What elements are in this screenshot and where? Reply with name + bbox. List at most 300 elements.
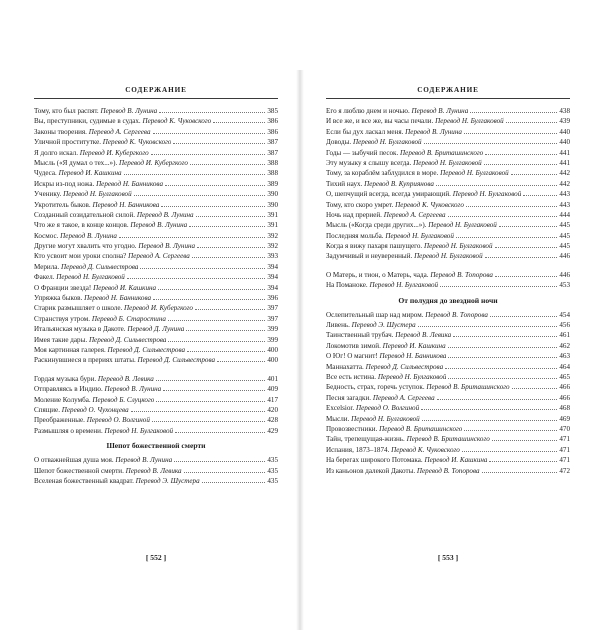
section-title: От полудня до звездной ночи bbox=[398, 295, 498, 305]
dot-leader bbox=[213, 116, 265, 123]
page-ref: 386 bbox=[267, 127, 278, 136]
page-ref: 400 bbox=[267, 345, 278, 354]
page-ref: 464 bbox=[559, 362, 570, 371]
poem-title: Я долго искал. bbox=[34, 148, 78, 157]
toc-entry bbox=[34, 262, 278, 272]
toc-entry bbox=[326, 241, 570, 251]
translator-credit: Перевод В. Левика bbox=[97, 374, 154, 383]
poem-title: Шепот божественной смерти. bbox=[34, 466, 124, 475]
toc-entry bbox=[34, 241, 278, 251]
dot-leader bbox=[195, 303, 265, 310]
translator-credit: Перевод Н. Булгаковой bbox=[104, 426, 174, 435]
translator-credit: Перевод К. Чуковского bbox=[395, 200, 464, 209]
poem-title: Тайн, трепещущая-жизнь. bbox=[326, 435, 405, 444]
poem-title: Тому, за кораблём заблудился в море. bbox=[326, 169, 439, 178]
toc-entry bbox=[326, 310, 570, 320]
translator-credit: Перевод И. Кубергкого bbox=[79, 148, 149, 157]
poem-title: Что же я такое, в конце концов. bbox=[34, 221, 129, 230]
poem-title: Старик размышляет о школе. bbox=[34, 304, 123, 313]
page-ref: 454 bbox=[559, 310, 570, 319]
page-ref: 453 bbox=[559, 281, 570, 290]
toc-entry-text bbox=[326, 434, 490, 444]
dot-leader bbox=[440, 280, 557, 287]
dot-leader bbox=[187, 345, 265, 352]
page-ref: 445 bbox=[559, 231, 570, 240]
poem-title: Ослепительный шар над миром. bbox=[326, 310, 424, 319]
toc-entry-text bbox=[326, 179, 434, 189]
toc-entry-text bbox=[34, 127, 151, 137]
dot-leader bbox=[189, 220, 265, 227]
toc-entry bbox=[326, 351, 570, 361]
translator-credit: Перевод А. Сергеева bbox=[383, 210, 446, 219]
toc-entry bbox=[34, 272, 278, 282]
translator-credit: Перевод Н. Булгаковой bbox=[414, 252, 483, 261]
translator-credit: Перевод Н. Булгаковой bbox=[428, 221, 497, 230]
toc-entry-text bbox=[34, 455, 172, 465]
toc-entry-text bbox=[326, 280, 438, 290]
page-ref: 471 bbox=[559, 445, 570, 454]
toc-entry-text bbox=[326, 231, 454, 241]
group-gap bbox=[326, 262, 570, 270]
translator-credit: Перевод В. Лунина bbox=[411, 107, 469, 115]
toc-entry bbox=[34, 179, 278, 189]
toc-entry-text bbox=[326, 106, 468, 116]
toc-list bbox=[326, 310, 570, 476]
dot-leader bbox=[124, 168, 266, 175]
toc-entry-text bbox=[34, 415, 150, 425]
toc-entry-text bbox=[326, 445, 460, 455]
running-head: СОДЕРЖАНИЕ bbox=[417, 86, 479, 94]
dot-leader bbox=[445, 362, 557, 369]
toc-entry-text bbox=[326, 241, 493, 251]
toc-entry bbox=[326, 466, 570, 476]
poem-title: Когда я вижу пахаря пашущего. bbox=[326, 242, 423, 251]
page-ref: 394 bbox=[267, 283, 278, 292]
toc-entry bbox=[326, 220, 570, 230]
toc-entry-text bbox=[326, 372, 446, 382]
toc-entry-text bbox=[326, 310, 488, 320]
translator-credit: Перевод И. Кубергкого bbox=[124, 304, 193, 313]
poem-title: О, шепчущий всегда, всегда умирающий. bbox=[326, 190, 451, 199]
toc-entry bbox=[326, 414, 570, 424]
toc-entry bbox=[34, 231, 278, 241]
poem-title: Маннахатта. bbox=[326, 362, 364, 371]
page-ref: 443 bbox=[559, 190, 570, 199]
page-ref: 391 bbox=[267, 210, 278, 219]
page-ref: 446 bbox=[559, 252, 570, 261]
page-ref: 428 bbox=[267, 416, 278, 425]
poem-title: Моя картинная галерея. bbox=[34, 345, 106, 354]
dot-leader bbox=[490, 310, 557, 317]
poem-title: О Юг! О магнит! bbox=[326, 352, 378, 361]
toc-entry-text bbox=[326, 466, 480, 476]
dot-leader bbox=[464, 127, 557, 134]
toc-entry bbox=[326, 270, 570, 280]
page-ref: 399 bbox=[267, 325, 278, 334]
page-ref: 472 bbox=[559, 466, 570, 475]
toc-entry bbox=[326, 393, 570, 403]
translator-credit: Перевод Э. Шустера bbox=[135, 476, 200, 485]
poem-title: На берегах широкого Потомака. bbox=[326, 456, 423, 465]
dot-leader bbox=[512, 382, 558, 389]
poem-title: Его я люблю днем и ночью. bbox=[326, 107, 410, 115]
toc-entry-text bbox=[34, 283, 156, 293]
poem-title: Песня загадки. bbox=[326, 393, 372, 402]
dot-leader bbox=[506, 116, 558, 123]
toc-entry bbox=[326, 231, 570, 241]
toc-entry-text bbox=[34, 116, 211, 126]
dot-leader bbox=[448, 372, 557, 379]
page-ref: 388 bbox=[267, 169, 278, 178]
page-number: [ 553 ] bbox=[437, 553, 459, 562]
translator-credit: Перевод В. Бриташинского bbox=[426, 383, 510, 392]
toc-entry-text bbox=[326, 116, 504, 126]
toc-entry bbox=[34, 283, 278, 293]
header-rule bbox=[326, 98, 570, 99]
poem-title: Раскинувшиеся в прериях штаты. bbox=[34, 356, 136, 365]
translator-credit: Перевод В. Левика bbox=[125, 466, 182, 475]
page-ref: 470 bbox=[559, 424, 570, 433]
page-ref: 471 bbox=[559, 435, 570, 444]
translator-credit: Перевод Д. Сильвестрова bbox=[365, 362, 444, 371]
page-ref: 462 bbox=[559, 341, 570, 350]
poem-title: Тихий наух. bbox=[326, 179, 363, 188]
toc-entry-text bbox=[34, 272, 125, 282]
toc-entry bbox=[34, 355, 278, 365]
page-ref: 461 bbox=[559, 331, 570, 340]
toc-list bbox=[326, 270, 570, 291]
translator-credit: Перевод В. Лунина bbox=[405, 127, 462, 136]
toc-entry bbox=[326, 320, 570, 330]
translator-credit: Перевод И. Кубергкого bbox=[119, 158, 188, 167]
translator-credit: Перевод В. Лунина bbox=[115, 456, 173, 465]
translator-credit: Перевод В. Левика bbox=[395, 331, 452, 340]
poem-title: Чудеса. bbox=[34, 169, 57, 178]
page-ref: 392 bbox=[267, 242, 278, 251]
poem-title: Ученику. bbox=[34, 190, 62, 199]
poem-title: Мысли. bbox=[326, 414, 350, 423]
translator-credit: Перевод В. Лунина bbox=[104, 385, 162, 394]
dot-leader bbox=[156, 395, 265, 402]
translator-credit: Перевод В. Бриташинского bbox=[379, 424, 463, 433]
page-ref: 393 bbox=[267, 252, 278, 261]
page-ref: 440 bbox=[559, 138, 570, 147]
toc-entry bbox=[34, 374, 278, 384]
toc-entry bbox=[326, 210, 570, 220]
toc-entry bbox=[34, 116, 278, 126]
page-ref: 397 bbox=[267, 314, 278, 323]
translator-credit: Перевод Н. Булгаковой bbox=[423, 242, 493, 251]
translator-credit: Перевод А. Сергеева bbox=[372, 393, 435, 402]
page-ref: 435 bbox=[267, 456, 278, 465]
page-ref: 435 bbox=[267, 466, 278, 475]
toc-entry bbox=[34, 210, 278, 220]
toc-entry-text bbox=[34, 384, 161, 394]
left-page bbox=[34, 86, 278, 486]
toc-entry-text bbox=[34, 168, 122, 178]
translator-credit: Перевод Н. Булгаковой bbox=[435, 117, 504, 126]
toc-entry bbox=[34, 314, 278, 324]
poem-title: Испания, 1873–1874. bbox=[326, 445, 390, 454]
page-ref: 388 bbox=[267, 158, 278, 167]
dot-leader bbox=[158, 283, 265, 290]
translator-credit: Перевод В. Лунина bbox=[138, 242, 196, 251]
dot-leader bbox=[492, 434, 558, 441]
dot-leader bbox=[161, 200, 265, 207]
toc-entry-text bbox=[326, 341, 446, 351]
translator-credit: Перевод В. Лунина bbox=[136, 210, 194, 219]
poem-title: Размышляя о времени. bbox=[34, 426, 103, 435]
translator-credit: Перевод Б. Старостина bbox=[91, 314, 166, 323]
toc-entry bbox=[34, 335, 278, 345]
toc-entry bbox=[34, 158, 278, 168]
dot-leader bbox=[186, 324, 265, 331]
dot-leader bbox=[127, 272, 266, 279]
poem-title: О Франции звезда! bbox=[34, 283, 92, 292]
translator-credit: Перевод Н. Булгаковой bbox=[440, 169, 509, 178]
dot-leader bbox=[464, 424, 557, 431]
page-ref: 390 bbox=[267, 190, 278, 199]
translator-credit: Перевод Н. Булгаковой bbox=[351, 414, 420, 423]
translator-credit: Перевод К. Чуковского bbox=[391, 445, 460, 454]
translator-credit: Перевод В. Лунина bbox=[100, 107, 158, 115]
toc-entry-text bbox=[34, 476, 200, 486]
toc-entry bbox=[326, 251, 570, 261]
translator-credit: Перевод Н. Булгаковой bbox=[63, 190, 132, 199]
toc-entry bbox=[326, 189, 570, 199]
toc-entry bbox=[326, 424, 570, 434]
toc-entry bbox=[34, 455, 278, 465]
poem-title: Имея такие дары. bbox=[34, 335, 88, 344]
poem-title: Моление Колумба. bbox=[34, 395, 91, 404]
page-ref: 469 bbox=[559, 414, 570, 423]
poem-title: Факел. bbox=[34, 273, 55, 282]
poem-title: Уличной проститутке. bbox=[34, 138, 101, 147]
poem-title: Excelsior. bbox=[326, 404, 355, 413]
toc-entry bbox=[34, 395, 278, 405]
toc-entry bbox=[34, 303, 278, 313]
translator-credit: Перевод В. Бриташинского bbox=[406, 435, 490, 444]
toc-entry-text bbox=[326, 455, 487, 465]
toc-entry-text bbox=[34, 148, 149, 158]
page-ref: 400 bbox=[267, 356, 278, 365]
toc-entry bbox=[326, 116, 570, 126]
poem-title: Мысль («Когда среди других...»). bbox=[326, 221, 427, 230]
toc-entry-text bbox=[326, 393, 435, 403]
page-ref: 392 bbox=[267, 231, 278, 240]
dot-leader bbox=[437, 393, 558, 400]
toc-entry bbox=[34, 384, 278, 394]
toc-entry-text bbox=[326, 220, 497, 230]
page-ref: 471 bbox=[559, 456, 570, 465]
toc-entry-text bbox=[34, 335, 166, 345]
toc-entry bbox=[326, 280, 570, 290]
dot-leader bbox=[159, 106, 265, 113]
poem-title: Преображенные. bbox=[34, 416, 85, 425]
dot-leader bbox=[165, 179, 265, 186]
toc-entry-text bbox=[34, 345, 185, 355]
toc-entry-text bbox=[34, 231, 117, 241]
group-gap bbox=[34, 366, 278, 374]
page-ref: 401 bbox=[267, 374, 278, 383]
poem-title: Упряжка быков. bbox=[34, 294, 83, 303]
toc-entry-text bbox=[34, 405, 129, 415]
translator-credit: Перевод Н. Банникова bbox=[84, 294, 152, 303]
page-ref: 387 bbox=[267, 148, 278, 157]
translator-credit: Перевод О. Волгиной bbox=[86, 416, 150, 425]
translator-credit: Перевод В. Топорова bbox=[416, 466, 480, 475]
page-ref: 446 bbox=[559, 270, 570, 279]
toc-entry bbox=[34, 466, 278, 476]
dot-leader bbox=[168, 314, 265, 321]
page-ref: 466 bbox=[559, 393, 570, 402]
translator-credit: Перевод И. Кашкина bbox=[424, 456, 488, 465]
dot-leader bbox=[523, 189, 557, 196]
dot-leader bbox=[495, 241, 558, 248]
toc-entry-text bbox=[34, 179, 163, 189]
toc-entry-text bbox=[34, 262, 138, 272]
translator-credit: Перевод Н. Банникова bbox=[96, 179, 163, 188]
poem-title: Провозвестники. bbox=[326, 424, 378, 433]
page-ref: 439 bbox=[559, 117, 570, 126]
poem-title: Тому, кто скоро умрет. bbox=[326, 200, 394, 209]
translator-credit: Перевод Н. Булгаковой bbox=[452, 190, 522, 199]
poem-title: Из каньонов далекой Дакоты. bbox=[326, 466, 416, 475]
poem-title: На Поманоке. bbox=[326, 281, 368, 290]
page-ref: 456 bbox=[559, 321, 570, 330]
page-ref: 441 bbox=[559, 158, 570, 167]
toc-entry bbox=[34, 127, 278, 137]
translator-credit: Перевод Д. Сильвестрова bbox=[88, 335, 167, 344]
poem-title: Гордая музыка бури. bbox=[34, 374, 97, 383]
toc-entry-text bbox=[34, 106, 157, 116]
toc-entry bbox=[326, 445, 570, 455]
translator-credit: Перевод И. Кашкина bbox=[93, 283, 157, 292]
dot-leader bbox=[436, 179, 557, 186]
poem-title: О Матерь, и тион, о Матерь, чада. bbox=[326, 270, 429, 279]
toc-entry-text bbox=[34, 137, 171, 147]
poem-title: Укротитель быков. bbox=[34, 200, 91, 209]
translator-credit: Перевод О. Чухонцева bbox=[61, 405, 129, 414]
toc-entry-text bbox=[34, 200, 159, 210]
translator-credit: Перевод Д. Сильвестрова bbox=[60, 262, 139, 271]
dot-leader bbox=[140, 262, 265, 269]
dot-leader bbox=[489, 455, 557, 462]
toc-entry-text bbox=[326, 168, 509, 178]
poem-title: Эту музыку я слышу всегда. bbox=[326, 158, 412, 167]
dot-leader bbox=[422, 414, 558, 421]
dot-leader bbox=[484, 158, 558, 165]
dot-leader bbox=[456, 231, 557, 238]
poem-title: Ливень. bbox=[326, 321, 350, 330]
toc-list bbox=[34, 106, 278, 366]
toc-entry-text bbox=[326, 403, 419, 413]
toc-entry-text bbox=[326, 351, 446, 361]
toc-entry bbox=[326, 330, 570, 340]
toc-entry bbox=[34, 324, 278, 334]
toc-entry-text bbox=[326, 148, 483, 158]
poem-title: Годы — зыбучий песок. bbox=[326, 148, 399, 157]
poem-title: Вы, преступники, судимые в судах. bbox=[34, 117, 141, 126]
poem-title: Другие могут хвалить что угодно. bbox=[34, 242, 137, 251]
toc-entry-text bbox=[326, 137, 422, 147]
dot-leader bbox=[470, 106, 557, 113]
dot-leader bbox=[175, 426, 265, 433]
poem-title: Странствуя утром. bbox=[34, 314, 91, 323]
toc-entry bbox=[34, 220, 278, 230]
toc-entry bbox=[326, 455, 570, 465]
toc-entry-text bbox=[326, 200, 464, 210]
toc-entry bbox=[326, 372, 570, 382]
page-ref: 396 bbox=[267, 294, 278, 303]
toc-entry-text bbox=[34, 303, 193, 313]
dot-leader bbox=[466, 200, 557, 207]
toc-entry bbox=[34, 476, 278, 486]
page-ref: 389 bbox=[267, 179, 278, 188]
poem-title: Если бы дух ласкал меня. bbox=[326, 127, 404, 136]
dot-leader bbox=[485, 251, 558, 258]
poem-title: Бедность, страх, горечь уступок. bbox=[326, 383, 425, 392]
page-ref: 442 bbox=[559, 169, 570, 178]
toc-list bbox=[326, 106, 570, 262]
translator-credit: Перевод Э. Шустера bbox=[351, 321, 416, 330]
toc-entry-text bbox=[326, 424, 462, 434]
poem-title: Тому, кто был распят. bbox=[34, 107, 99, 115]
translator-credit: Перевод О. Волгиной bbox=[355, 404, 420, 413]
translator-credit: Перевод В. Лунина bbox=[60, 231, 117, 240]
page-ref: 445 bbox=[559, 221, 570, 230]
page-ref: 438 bbox=[559, 107, 570, 115]
page-ref: 440 bbox=[559, 127, 570, 136]
dot-leader bbox=[163, 384, 265, 391]
poem-title: Кто усвоит мои уроки сполна? bbox=[34, 252, 127, 261]
translator-credit: Перевод Д. Сильвестрова bbox=[137, 356, 216, 365]
dot-leader bbox=[196, 210, 266, 217]
toc-entry-text bbox=[326, 158, 482, 168]
translator-credit: Перевод Н. Булгаковой bbox=[369, 281, 439, 290]
translator-credit: Перевод К. Чуковского bbox=[142, 117, 212, 126]
page-ref: 463 bbox=[559, 352, 570, 361]
dot-leader bbox=[151, 148, 266, 155]
poem-title: Доводы. bbox=[326, 138, 352, 147]
toc-entry-text bbox=[34, 158, 188, 168]
toc-entry-text bbox=[34, 293, 151, 303]
toc-entry bbox=[326, 403, 570, 413]
page-ref: 468 bbox=[559, 404, 570, 413]
toc-entry-text bbox=[34, 241, 195, 251]
dot-leader bbox=[511, 168, 558, 175]
dot-leader bbox=[174, 455, 265, 462]
dot-leader bbox=[152, 415, 265, 422]
poem-title: Спящие. bbox=[34, 405, 60, 414]
toc-entry bbox=[34, 189, 278, 199]
toc-entry-text bbox=[34, 355, 215, 365]
toc-entry-text bbox=[34, 220, 187, 230]
poem-title: Законы творения. bbox=[34, 127, 87, 136]
toc-entry-text bbox=[326, 414, 420, 424]
translator-credit: Перевод Н. Булгаковой bbox=[377, 372, 447, 381]
poem-title: О отважнейшая душа моя. bbox=[34, 456, 114, 465]
poem-title: Искры из-под ножа. bbox=[34, 179, 95, 188]
right-page bbox=[326, 86, 570, 476]
dot-leader bbox=[448, 210, 558, 217]
page-ref: 435 bbox=[267, 476, 278, 485]
page-ref: 394 bbox=[267, 273, 278, 282]
toc-entry-text bbox=[326, 210, 446, 220]
running-head: СОДЕРЖАНИЕ bbox=[125, 86, 187, 94]
page-ref: 387 bbox=[267, 138, 278, 147]
page-ref: 399 bbox=[267, 335, 278, 344]
